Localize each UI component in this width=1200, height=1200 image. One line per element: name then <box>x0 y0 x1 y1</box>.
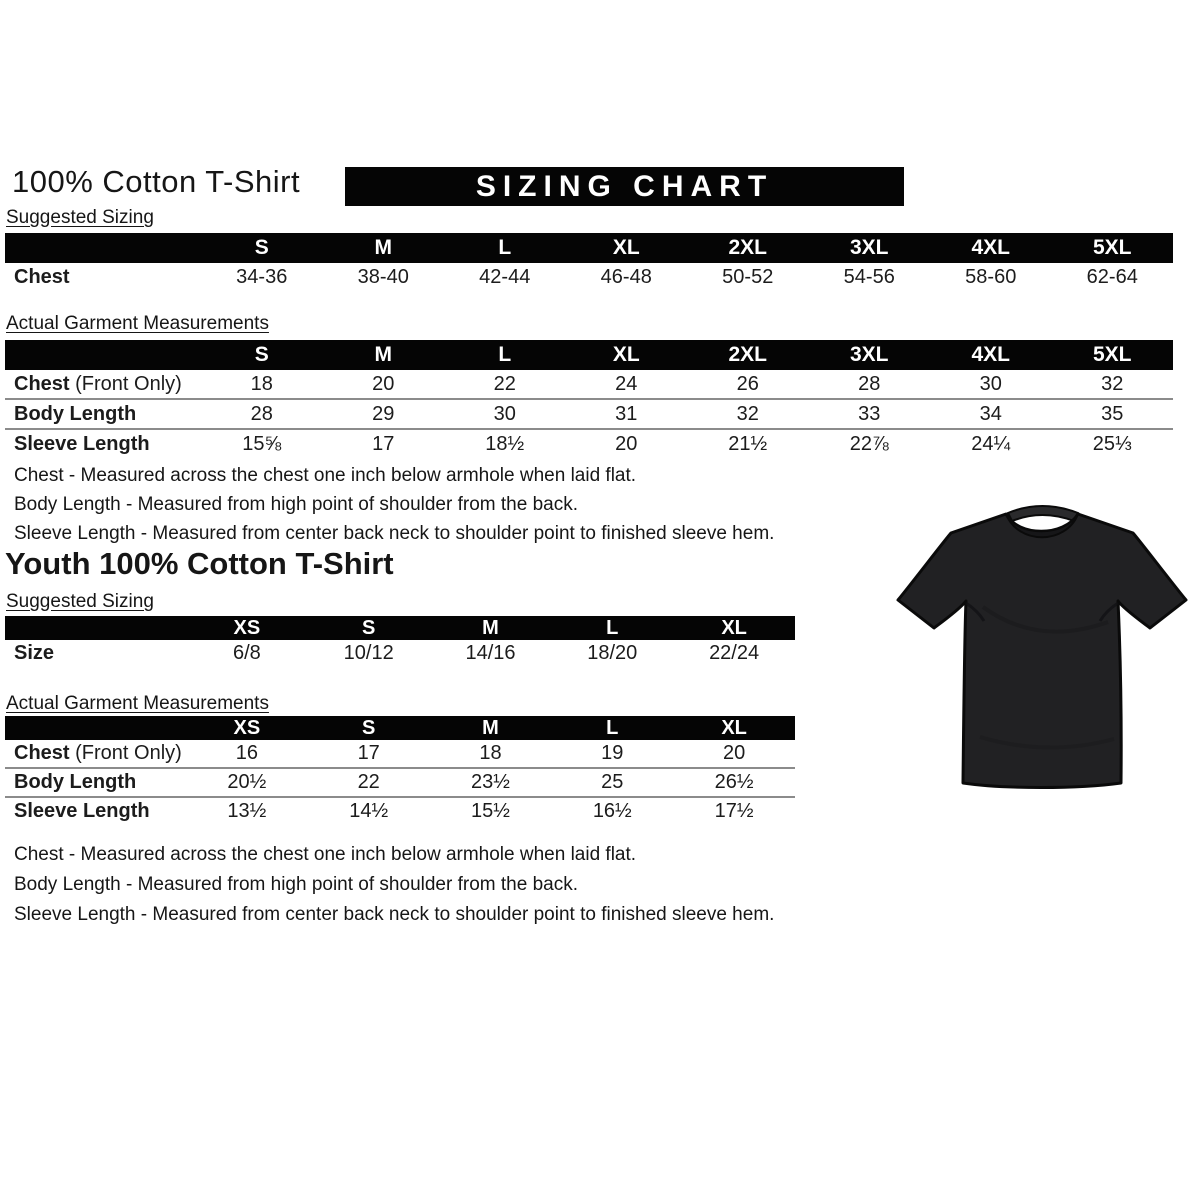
table-cell: 30 <box>979 372 1002 395</box>
table-cell: 17 <box>357 742 380 764</box>
header-row <box>5 340 1173 370</box>
column-header: S <box>308 616 430 640</box>
table-cell: 54-56 <box>843 266 895 288</box>
header-row <box>5 716 795 740</box>
header-corner <box>5 340 201 370</box>
column-header: XS <box>186 616 308 640</box>
column-header: S <box>201 233 323 263</box>
column-header: XL <box>673 716 795 740</box>
table-cell: 19 <box>601 742 624 764</box>
table-cell: 6/8 <box>232 642 261 664</box>
table-cell: 18½ <box>444 429 566 458</box>
table-cell: 15½ <box>430 797 552 825</box>
suggested-sizing-label-youth: Suggested Sizing <box>6 591 154 612</box>
table-cell: 21½ <box>687 429 809 458</box>
table-cell: 22 <box>493 372 516 395</box>
table-cell: 35 <box>1052 399 1174 429</box>
adult-actual-measurements-table <box>5 340 1173 458</box>
row-label: Chest (Front Only) <box>14 742 182 764</box>
column-header: 4XL <box>930 340 1052 370</box>
table-cell: 28 <box>858 372 881 395</box>
table-row <box>5 740 795 768</box>
table-cell: 26½ <box>673 768 795 797</box>
header-corner <box>5 716 186 740</box>
column-header: 3XL <box>809 340 931 370</box>
column-header: S <box>308 716 430 740</box>
table-cell: 13½ <box>186 797 308 825</box>
sizing-chart-banner: SIZING CHART <box>345 167 904 206</box>
column-header: 5XL <box>1052 233 1174 263</box>
table-cell: 17 <box>323 429 445 458</box>
table-cell: 31 <box>566 399 688 429</box>
table-cell: 24¼ <box>930 429 1052 458</box>
adult-suggested-sizing-table <box>5 233 1173 292</box>
table-cell: 62-64 <box>1086 266 1138 288</box>
header-corner <box>5 233 201 263</box>
column-header: 3XL <box>809 233 931 263</box>
table-cell: 38-40 <box>357 266 409 288</box>
table-cell: 33 <box>809 399 931 429</box>
column-header: M <box>430 616 552 640</box>
table-cell: 25 <box>551 768 673 797</box>
table-cell: 25⅓ <box>1052 429 1174 458</box>
column-header: 4XL <box>930 233 1052 263</box>
row-label: Chest (Front Only) <box>14 372 182 395</box>
header-row <box>5 233 1173 263</box>
table-row <box>5 768 795 797</box>
table-cell: 32 <box>687 399 809 429</box>
row-label: Body Length <box>5 768 186 797</box>
actual-measurements-label-youth: Actual Garment Measurements <box>6 693 269 714</box>
table-cell: 22 <box>308 768 430 797</box>
column-header: M <box>323 340 445 370</box>
table-cell: 18/20 <box>587 642 638 664</box>
table-row <box>5 429 1173 458</box>
header-row <box>5 616 795 640</box>
note-body-length: Body Length - Measured from high point of shoulder from the back. <box>14 874 578 895</box>
table-cell: 30 <box>444 399 566 429</box>
column-header: L <box>444 340 566 370</box>
header-corner <box>5 616 186 640</box>
table-cell: 58-60 <box>965 266 1017 288</box>
row-label: Sleeve Length <box>5 797 186 825</box>
table-cell: 17½ <box>673 797 795 825</box>
column-header: L <box>551 716 673 740</box>
page-title: 100% Cotton T-Shirt <box>12 164 301 199</box>
table-cell: 18 <box>250 372 273 395</box>
table-cell: 20 <box>566 429 688 458</box>
table-cell: 22/24 <box>709 642 760 664</box>
column-header: 5XL <box>1052 340 1174 370</box>
table-cell: 14½ <box>308 797 430 825</box>
table-row <box>5 370 1173 399</box>
column-header: XS <box>186 716 308 740</box>
column-header: XL <box>566 340 688 370</box>
table-cell: 34-36 <box>236 266 288 288</box>
column-header: XL <box>673 616 795 640</box>
table-cell: 23½ <box>430 768 552 797</box>
table-cell: 29 <box>323 399 445 429</box>
table-cell: 20 <box>372 372 395 395</box>
youth-measurement-notes <box>14 840 774 930</box>
column-header: S <box>201 340 323 370</box>
column-header: 2XL <box>687 233 809 263</box>
table-cell: 34 <box>930 399 1052 429</box>
table-cell: 22⅞ <box>809 429 931 458</box>
t-shirt-image <box>888 487 1196 805</box>
table-row <box>5 399 1173 429</box>
youth-suggested-sizing-table <box>5 616 795 667</box>
youth-page-title: Youth 100% Cotton T-Shirt <box>5 546 394 581</box>
table-cell: 14/16 <box>465 642 516 664</box>
table-cell: 16½ <box>551 797 673 825</box>
youth-actual-measurements-table <box>5 716 795 825</box>
table-cell: 20 <box>722 742 746 764</box>
table-cell: 42-44 <box>479 266 531 288</box>
table-cell: 18 <box>479 742 502 764</box>
table-cell: 50-52 <box>722 266 774 288</box>
row-label: Size <box>14 642 55 664</box>
table-row <box>5 640 795 667</box>
table-row <box>5 797 795 825</box>
table-cell: 24 <box>615 372 638 395</box>
column-header: M <box>430 716 552 740</box>
actual-measurements-label-adult: Actual Garment Measurements <box>6 313 269 334</box>
row-label: Body Length <box>5 399 201 429</box>
note-sleeve-length: Sleeve Length - Measured from center back neck to shoulder point to finished sleeve hem. <box>14 904 775 925</box>
row-label: Chest <box>14 266 70 288</box>
row-label: Sleeve Length <box>5 429 201 458</box>
note-sleeve-length: Sleeve Length - Measured from center back neck to shoulder point to finished sleeve hem. <box>14 523 775 544</box>
column-header: L <box>551 616 673 640</box>
table-cell: 10/12 <box>343 642 394 664</box>
table-cell: 20½ <box>186 768 308 797</box>
table-cell: 32 <box>1101 372 1124 395</box>
column-header: L <box>444 233 566 263</box>
table-cell: 26 <box>736 372 759 395</box>
column-header: M <box>323 233 445 263</box>
table-cell: 28 <box>201 399 323 429</box>
table-row <box>5 263 1173 292</box>
column-header: XL <box>566 233 688 263</box>
column-header: 2XL <box>687 340 809 370</box>
note-chest: Chest - Measured across the chest one inch below armhole when laid flat. <box>14 844 637 865</box>
note-chest: Chest - Measured across the chest one inch below armhole when laid flat. <box>14 465 637 486</box>
table-cell: 16 <box>235 742 259 764</box>
table-cell: 46-48 <box>600 266 652 288</box>
note-body-length: Body Length - Measured from high point of shoulder from the back. <box>14 494 578 515</box>
table-cell: 15⅝ <box>201 429 323 458</box>
black-t-shirt-graphic <box>888 487 1196 805</box>
adult-measurement-notes <box>14 461 774 548</box>
suggested-sizing-label-adult: Suggested Sizing <box>6 207 154 228</box>
